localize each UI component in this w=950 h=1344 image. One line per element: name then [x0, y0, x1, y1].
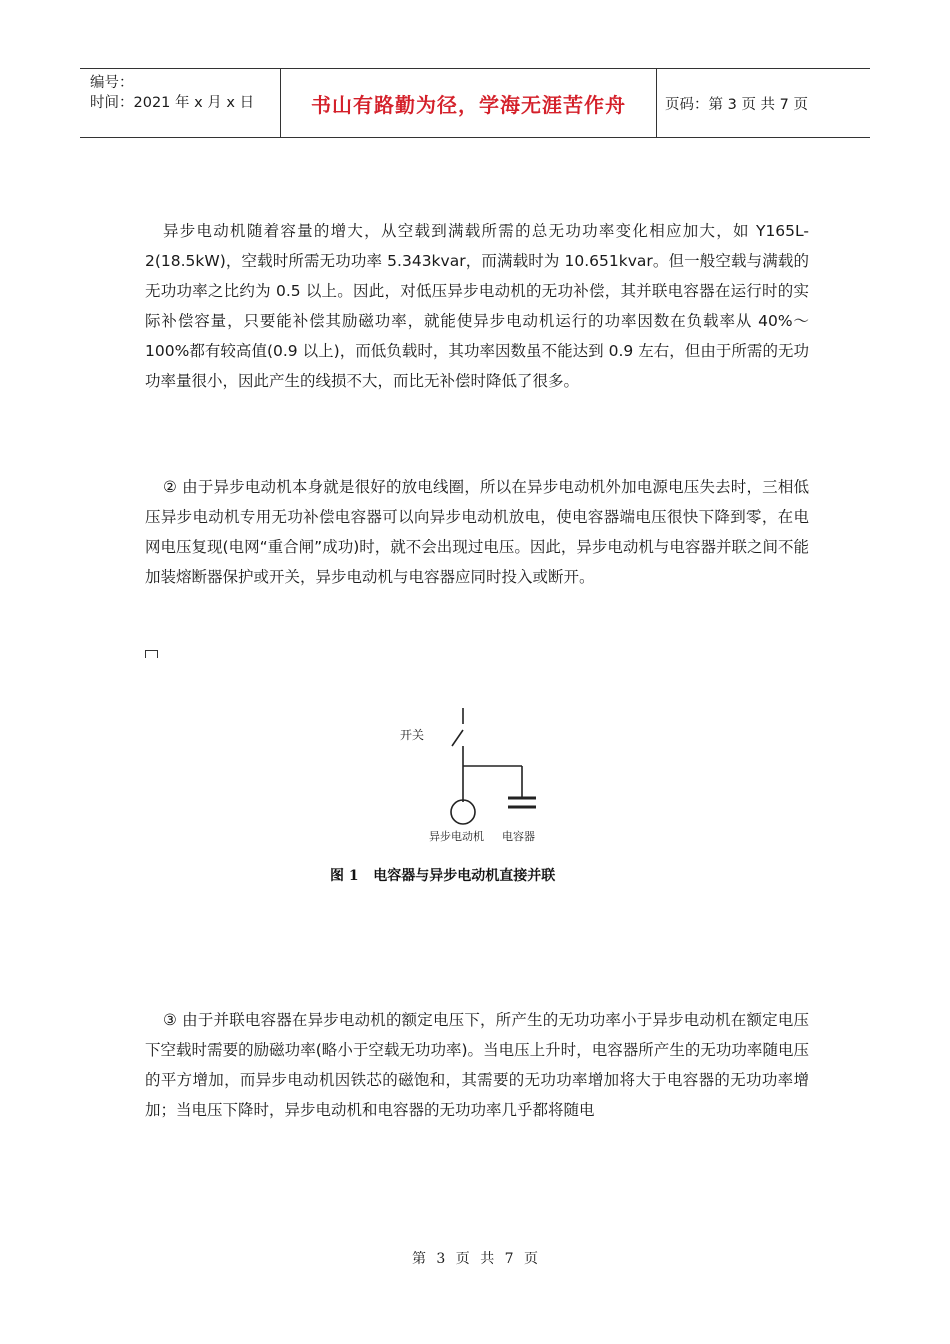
figure-1 [320, 690, 640, 900]
header-page-cell [657, 69, 870, 137]
motor-symbol [451, 800, 475, 824]
figure-caption: 图 1 电容器与异步电动机直接并联 [330, 868, 556, 884]
page-footer: 第 3 页 共 7 页 [411, 1251, 539, 1267]
switch-blade [452, 730, 463, 746]
header-page-info: 页码：第 3 页 共 7 页 [665, 96, 808, 113]
header-motto: 书山有路勤为径，学海无涯苦作舟 [311, 92, 626, 117]
header-left-cell [80, 69, 281, 137]
paragraph-1: 异步电动机随着容量的增大，从空载到满载所需的总无功功率变化相应加大，如 Y165L-2(18.5kW)，空载时所需无功功率 5.343kvar，而满载时为 10.651kvar。但一般空载与满载的无功功率之比约为 0.5 以上。因此，对低压异步电动机的无功补偿，其并联电容器在运行时的实际补偿容量，只要能补偿其励磁功率，就能使异步电动机运行的功率因数在负载率从 40%～100%都有较高值(0.9 以上)，而低负载时，其功率因数虽不能达到 0.9 左右，但由于所需的无功功率量很小，因此产生的线损不大，而比无补偿时降低了很多。 [145, 222, 809, 390]
circuit-diagram [320, 690, 640, 900]
capacitor-label: 电容器 [502, 830, 535, 843]
page-header [80, 68, 870, 138]
paragraph-3: ③ 由于并联电容器在异步电动机的额定电压下，所产生的无功功率小于异步电动机在额定电压下空载时需要的励磁功率(略小于空载无功功率)。当电压上升时，电容器所产生的无功功率随电压的平方增加，而异步电动机因铁芯的磁饱和，其需要的无功功率增加将大于电容器的无功功率增加；当电压下降时，异步电动机和电容器的无功功率几乎都将随电 [145, 1011, 809, 1119]
motor-label: 异步电动机 [429, 830, 484, 843]
header-motto-cell [281, 69, 657, 137]
doc-code-label: 编号： [90, 75, 134, 91]
switch-label: 开关 [400, 728, 425, 742]
paragraph-2: ② 由于异步电动机本身就是很好的放电线圈，所以在异步电动机外加电源电压失去时，三相低压异步电动机专用无功补偿电容器可以向异步电动机放电，使电容器端电压很快下降到零，在电网电压复现(电网“重合闸”成功)时，就不会出现过电压。因此，异步电动机与电容器并联之间不能加装熔断器保护或开关，异步电动机与电容器应同时投入或断开。 [145, 478, 809, 586]
doc-date: 时间：2021 年 x 月 x 日 [90, 95, 255, 111]
bracket-mark [145, 650, 158, 658]
